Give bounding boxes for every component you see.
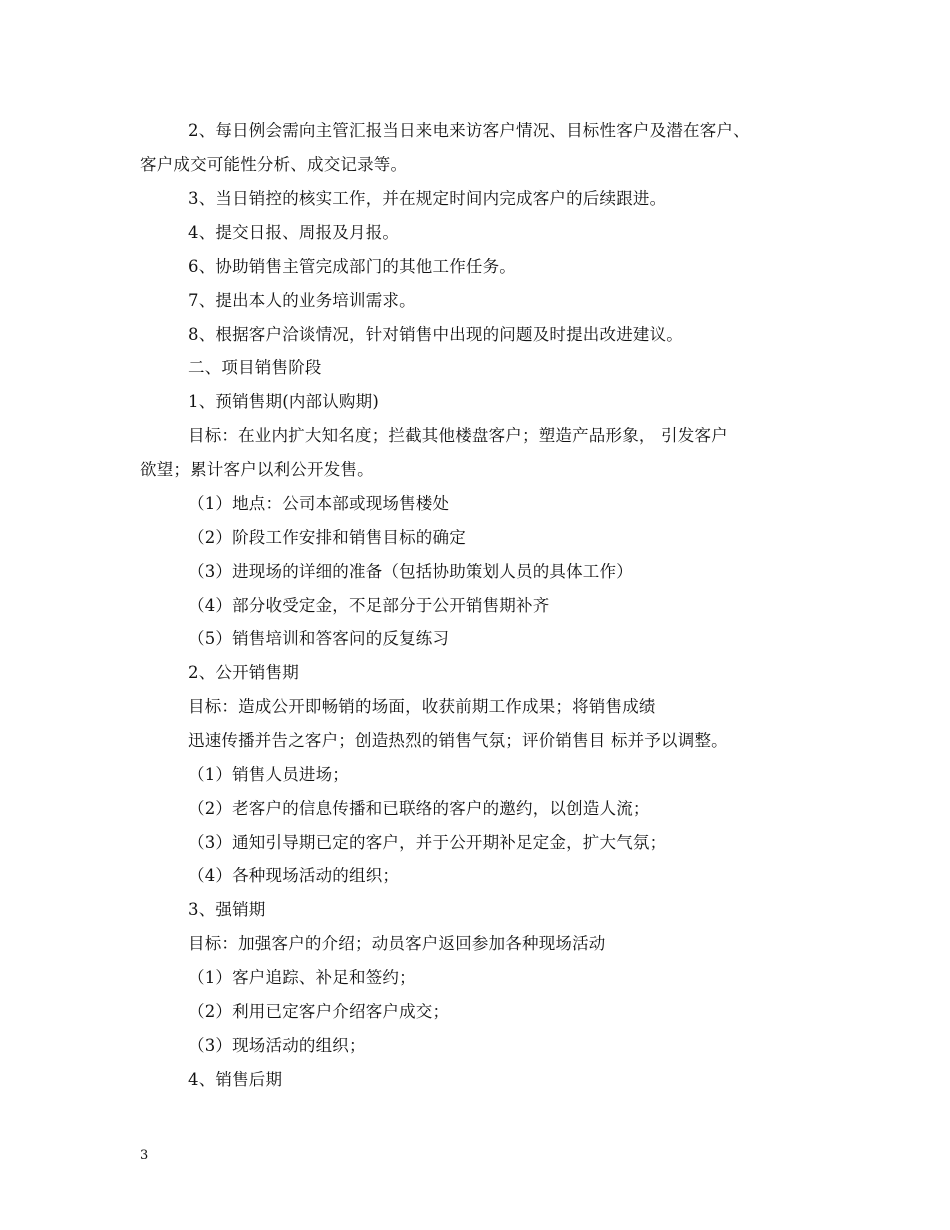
paragraph-line-19: 迅速传播并告之客户；创造热烈的销售气氛；评价销售目 标并予以调整。 [188, 731, 728, 750]
paragraph-line-4: 4、提交日报、周报及月报。 [188, 223, 400, 242]
stage-heading-2: 2、公开销售期 [188, 663, 299, 682]
list-item: （2）老客户的信息传播和已联络的客户的邀约，以创造人流； [188, 799, 650, 818]
list-item: （1）销售人员进场； [188, 765, 349, 784]
list-item: （4）部分收受定金，不足部分于公开销售期补齐 [188, 596, 550, 615]
list-item: （3）通知引导期已定的客户，并于公开期补足定金，扩大气氛； [188, 833, 667, 852]
list-item: （3）现场活动的组织； [188, 1036, 366, 1055]
stage-heading-1: 1、预销售期(内部认购期) [188, 392, 379, 411]
paragraph-line-11: 欲望；累计客户以利公开发售。 [140, 460, 374, 479]
paragraph-line-1: 2、每日例会需向主管汇报当日来电来访客户情况、目标性客户及潜在客户、 [188, 121, 750, 140]
list-item: （5）销售培训和答客问的反复练习 [188, 629, 450, 648]
paragraph-line-2: 客户成交可能性分析、成交记录等。 [140, 155, 408, 174]
paragraph-line-10: 目标：在业内扩大知名度；拦截其他楼盘客户；塑造产品形象， 引发客户 [188, 426, 728, 445]
list-item: （2）阶段工作安排和销售目标的确定 [188, 528, 466, 547]
stage-heading-3: 3、强销期 [188, 900, 266, 919]
paragraph-line-3: 3、当日销控的核实工作，并在规定时间内完成客户的后续跟进。 [188, 189, 667, 208]
paragraph-line-5: 6、协助销售主管完成部门的其他工作任务。 [188, 257, 516, 276]
list-item: （2）利用已定客户介绍客户成交； [188, 1002, 450, 1021]
list-item: （4）各种现场活动的组织； [188, 866, 400, 885]
list-item: （3）进现场的详细的准备（包括协助策划人员的具体工作） [188, 562, 633, 581]
paragraph-line-18: 目标：造成公开即畅销的场面，收获前期工作成果；将销售成绩 [188, 697, 656, 716]
paragraph-line-7: 8、根据客户洽谈情况，针对销售中出现的问题及时提出改进建议。 [188, 325, 683, 344]
section-heading: 二、项目销售阶段 [188, 358, 322, 377]
paragraph-line-25: 目标：加强客户的介绍；动员客户返回参加各种现场活动 [188, 934, 606, 953]
list-item: （1）客户追踪、补足和签约； [188, 968, 416, 987]
paragraph-line-6: 7、提出本人的业务培训需求。 [188, 291, 416, 310]
list-item: （1）地点：公司本部或现场售楼处 [188, 494, 450, 513]
stage-heading-4: 4、销售后期 [188, 1070, 283, 1089]
page-number: 3 [140, 1148, 149, 1163]
